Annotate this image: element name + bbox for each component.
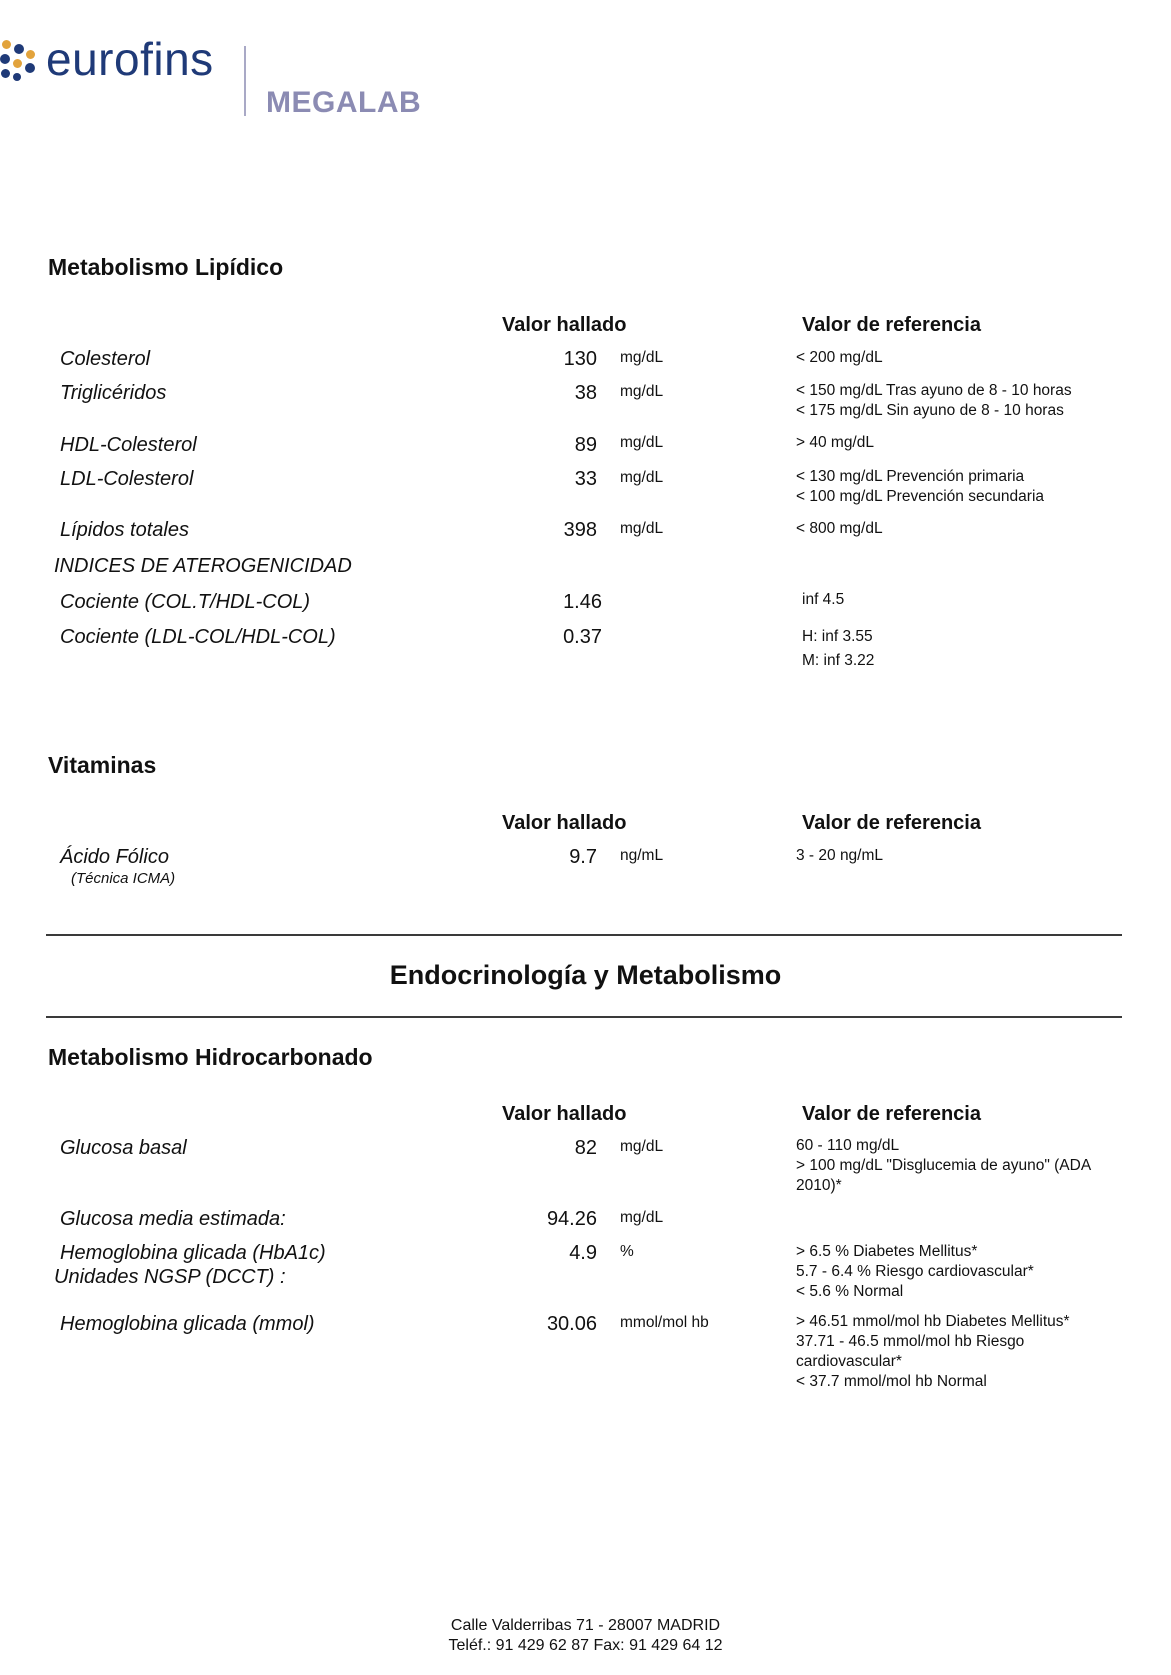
param-unit: mg/dL	[620, 434, 664, 451]
param-name: Ácido Fólico	[60, 846, 169, 868]
footer	[0, 1616, 1171, 1656]
param-unit: mg/dL	[620, 349, 664, 366]
param-value: 33	[574, 468, 597, 490]
section-title-hidrocarbonado: Metabolismo Hidrocarbonado	[48, 1044, 373, 1070]
param-ref: < 130 mg/dL Prevención primaria < 100 mg/dL Prevención secundaria	[796, 468, 1045, 505]
param-value: 82	[574, 1137, 597, 1159]
param-value: 94.26	[546, 1208, 597, 1230]
section-title-endocrino: Endocrinología y Metabolismo	[389, 960, 782, 990]
eurofins-logo-icon	[0, 40, 40, 86]
param-name: Hemoglobina glicada (HbA1c)	[60, 1242, 326, 1264]
divider-top	[46, 934, 1122, 936]
indices-label: INDICES DE ATEROGENICIDAD	[54, 555, 352, 577]
param-unit: mg/dL	[620, 1209, 664, 1226]
footer-address: Calle Valderribas 71 - 28007 MADRID	[450, 1617, 721, 1634]
param-name: Glucosa basal	[60, 1137, 187, 1159]
param-value: 130	[563, 348, 597, 370]
param-name-secondary: Unidades NGSP (DCCT) :	[54, 1266, 286, 1288]
param-value: 30.06	[546, 1313, 597, 1335]
param-name: Cociente (LDL-COL/HDL-COL)	[60, 626, 336, 648]
param-name: Colesterol	[60, 348, 151, 370]
param-ref: 60 - 110 mg/dL > 100 mg/dL "Disglucemia de ayuno" (ADA 2010)*	[796, 1137, 1092, 1194]
param-name: Glucosa media estimada:	[60, 1208, 286, 1230]
param-unit: %	[620, 1243, 634, 1260]
param-name: Lípidos totales	[60, 519, 189, 541]
param-ref: > 6.5 % Diabetes Mellitus* 5.7 - 6.4 % Riesgo cardiovascular* < 5.6 % Normal	[796, 1243, 1034, 1300]
param-unit: mg/dL	[620, 383, 664, 400]
divider-bottom	[46, 1016, 1122, 1018]
col-head-reference: Valor de referencia	[802, 812, 981, 834]
param-ref: < 800 mg/dL	[796, 520, 883, 537]
param-ref: < 150 mg/dL Tras ayuno de 8 - 10 horas < 175 mg/dL Sin ayuno de 8 - 10 horas	[796, 382, 1072, 419]
param-value: 89	[574, 434, 597, 456]
param-value: 1.46	[563, 591, 602, 613]
col-head-reference: Valor de referencia	[802, 314, 981, 336]
param-unit: mg/dL	[620, 1138, 664, 1155]
sub-brand: MEGALAB	[266, 86, 422, 119]
param-value: 398	[563, 519, 597, 541]
param-name: Hemoglobina glicada (mmol)	[60, 1313, 315, 1335]
param-name: LDL-Colesterol	[60, 468, 194, 490]
param-name: Cociente (COL.T/HDL-COL)	[60, 591, 311, 613]
param-unit: mg/dL	[620, 520, 664, 537]
col-head-reference: Valor de referencia	[802, 1103, 981, 1125]
param-unit: mmol/mol hb	[620, 1314, 709, 1331]
param-value: 4.9	[569, 1242, 597, 1264]
col-head-value: Valor hallado	[502, 812, 627, 834]
section-title-vitamins: Vitaminas	[48, 752, 157, 778]
param-value: 0.37	[563, 626, 602, 648]
param-name: HDL-Colesterol	[60, 434, 197, 456]
param-unit: ng/mL	[620, 847, 664, 864]
param-ref: H: inf 3.55 M: inf 3.22	[802, 628, 875, 669]
logo-wordmark: eurofins	[46, 33, 214, 85]
logo-divider	[244, 46, 246, 116]
param-note: (Técnica ICMA)	[71, 870, 176, 887]
param-value: 9.7	[569, 846, 597, 868]
param-ref: > 40 mg/dL	[796, 434, 874, 451]
param-unit: mg/dL	[620, 469, 664, 486]
footer-phone: Teléf.: 91 429 62 87 Fax: 91 429 64 12	[448, 1637, 723, 1654]
param-ref: < 200 mg/dL	[796, 349, 883, 366]
param-name: Triglicéridos	[60, 382, 167, 404]
col-head-value: Valor hallado	[502, 1103, 627, 1125]
col-head-value: Valor hallado	[502, 314, 627, 336]
param-value: 38	[574, 382, 597, 404]
param-ref: inf 4.5	[802, 591, 845, 608]
param-ref: 3 - 20 ng/mL	[796, 847, 884, 864]
param-ref: > 46.51 mmol/mol hb Diabetes Mellitus* 37.71 - 46.5 mmol/mol hb Riesgo cardiovascular* < 37.7 mmol/mol hb Normal	[796, 1313, 1070, 1390]
section-title-lipid: Metabolismo Lipídico	[48, 254, 284, 280]
